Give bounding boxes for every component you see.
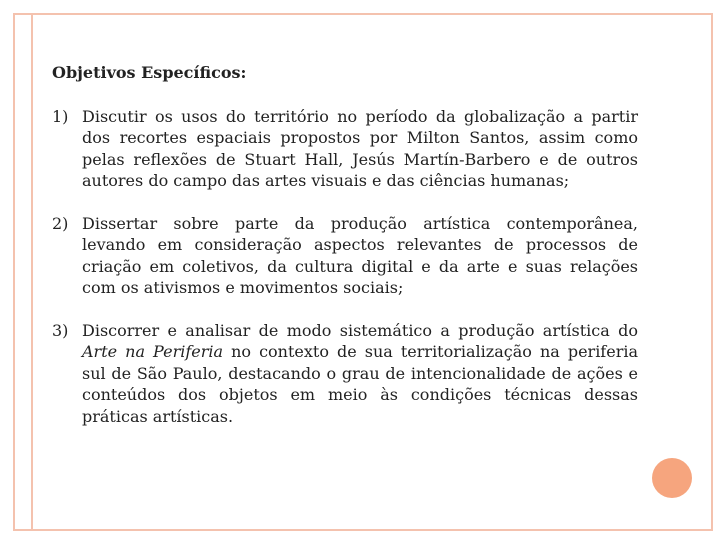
slide-heading: Objetivos Específicos: — [52, 63, 247, 82]
item-text: Discutir os usos do território no período da globalização a partir dos recortes espaciais propostos por Milton Santos, assim como pelas reflexões de Stuart Hall, Jesús Martín-Barbero e de outros autores do campo das artes visuais e das ciências humanas; — [82, 106, 638, 190]
objective-item-2 — [52, 213, 638, 299]
item-text-before: Discorrer e analisar de modo sistemático a produção artística do — [82, 320, 638, 340]
left-accent-line — [31, 13, 33, 531]
objective-item-3 — [52, 320, 638, 428]
item-number: 1) — [52, 106, 69, 126]
item-text: Dissertar sobre parte da produção artística contemporânea, levando em consideração aspectos relevantes de processos de criação em coletivos, da cultura digital e da arte e suas relações com os ativismos e movimentos sociais; — [82, 213, 638, 297]
orange-circle-decoration — [652, 458, 692, 498]
item-number: 2) — [52, 213, 69, 233]
item-text-italic: Arte na Periferia — [82, 342, 224, 361]
item-number: 3) — [52, 320, 69, 340]
item-text-after: no contexto de sua territorialização na periferia sul de São Paulo, destacando o grau de intencionalidade de ações e conteúdos dos objetos em meio às condições técnicas dessas práticas artísticas. — [82, 342, 639, 426]
slide-content — [52, 62, 638, 448]
objective-item-1 — [52, 106, 638, 192]
